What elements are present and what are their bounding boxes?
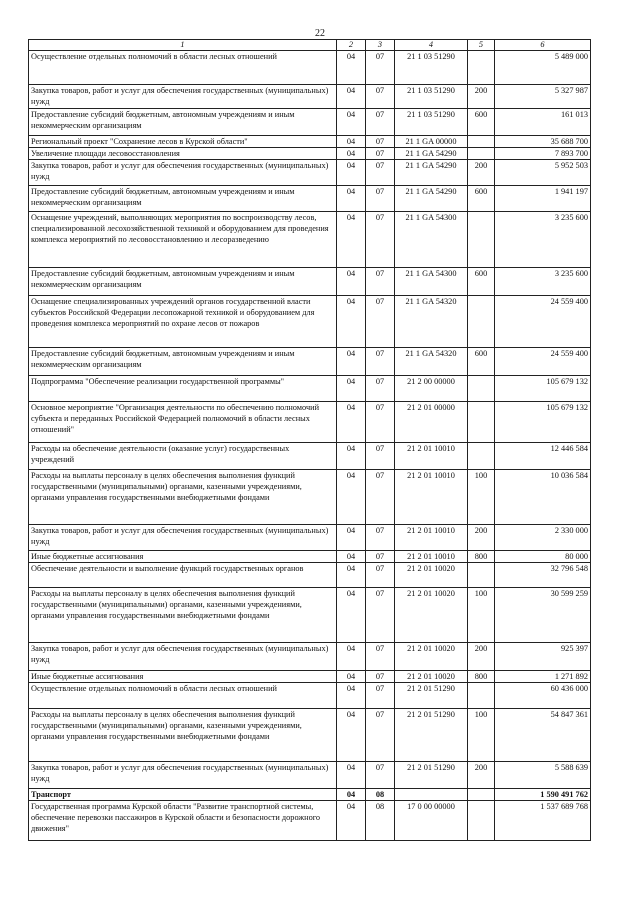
section-code-cell: 04	[337, 109, 366, 136]
target-article-cell: 21 2 01 00000	[395, 402, 468, 443]
table-row	[29, 268, 591, 296]
expense-type-cell	[468, 136, 495, 148]
row-name-cell: Государственная программа Курской области "Развитие транспортной системы, обеспечение перевозки пассажиров в Курской области и безопасности дорожного движения"	[29, 801, 337, 841]
subsection-code-cell: 07	[366, 348, 395, 376]
subsection-code-cell: 08	[366, 789, 395, 801]
budget-table	[28, 39, 591, 841]
table-row	[29, 470, 591, 525]
section-code-cell: 04	[337, 563, 366, 588]
row-name-cell: Иные бюджетные ассигнования	[29, 671, 337, 683]
row-name-cell: Расходы на выплаты персоналу в целях обеспечения выполнения функций государственными (муниципальными) органами, казенными учреждениями, органами управления государственными внебюджетными фондами	[29, 470, 337, 525]
amount-cell: 35 688 700	[495, 136, 591, 148]
target-article-cell: 21 1 GA 54320	[395, 296, 468, 348]
row-name-cell: Оснащение учреждений, выполняющих мероприятия по воспроизводству лесов, специализированной лесохозяйственной техникой и оборудованием для проведения комплекса мероприятий по лесовосстановлению и лесоразведению	[29, 212, 337, 268]
section-code-cell: 04	[337, 85, 366, 109]
table-row	[29, 551, 591, 563]
table-row	[29, 643, 591, 671]
amount-cell: 30 599 259	[495, 588, 591, 643]
table-row	[29, 402, 591, 443]
subsection-code-cell: 07	[366, 136, 395, 148]
subsection-code-cell: 07	[366, 443, 395, 470]
section-code-cell: 04	[337, 588, 366, 643]
section-code-cell: 04	[337, 296, 366, 348]
expense-type-cell	[468, 51, 495, 85]
row-name-cell: Закупка товаров, работ и услуг для обеспечения государственных (муниципальных) нужд	[29, 762, 337, 789]
expense-type-cell	[468, 563, 495, 588]
row-name-cell: Расходы на обеспечение деятельности (оказание услуг) государственных учреждений	[29, 443, 337, 470]
table-row	[29, 762, 591, 789]
section-code-cell: 04	[337, 212, 366, 268]
table-row	[29, 376, 591, 402]
target-article-cell: 21 2 01 10020	[395, 671, 468, 683]
row-name-cell: Предоставление субсидий бюджетным, автономным учреждениям и иным некоммерческим организациям	[29, 348, 337, 376]
amount-cell: 32 796 548	[495, 563, 591, 588]
amount-cell: 12 446 584	[495, 443, 591, 470]
table-row	[29, 160, 591, 186]
expense-type-cell	[468, 801, 495, 841]
row-name-cell: Расходы на выплаты персоналу в целях обеспечения выполнения функций государственными (муниципальными) органами, казенными учреждениями, органами управления государственными внебюджетными фондами	[29, 588, 337, 643]
row-name-cell: Закупка товаров, работ и услуг для обеспечения государственных (муниципальных) нужд	[29, 525, 337, 551]
row-name-cell: Региональный проект "Сохранение лесов в Курской области"	[29, 136, 337, 148]
column-header-1: 1	[29, 40, 337, 51]
subsection-code-cell: 07	[366, 402, 395, 443]
amount-cell: 161 013	[495, 109, 591, 136]
table-row	[29, 588, 591, 643]
column-header-3: 3	[366, 40, 395, 51]
row-name-cell: Транспорт	[29, 789, 337, 801]
target-article-cell: 21 2 01 10010	[395, 443, 468, 470]
subsection-code-cell: 07	[366, 643, 395, 671]
row-name-cell: Предоставление субсидий бюджетным, автономным учреждениям и иным некоммерческим организациям	[29, 109, 337, 136]
section-code-cell: 04	[337, 643, 366, 671]
subsection-code-cell: 07	[366, 563, 395, 588]
expense-type-cell	[468, 683, 495, 709]
amount-cell: 3 235 600	[495, 268, 591, 296]
table-row	[29, 348, 591, 376]
amount-cell: 925 397	[495, 643, 591, 671]
expense-type-cell: 800	[468, 551, 495, 563]
amount-cell: 5 588 639	[495, 762, 591, 789]
row-name-cell: Закупка товаров, работ и услуг для обеспечения государственных (муниципальных) нужд	[29, 85, 337, 109]
table-row	[29, 563, 591, 588]
expense-type-cell	[468, 376, 495, 402]
target-article-cell: 21 1 GA 54290	[395, 148, 468, 160]
expense-type-cell: 200	[468, 525, 495, 551]
expense-type-cell: 200	[468, 160, 495, 186]
expense-type-cell	[468, 789, 495, 801]
expense-type-cell: 100	[468, 709, 495, 762]
section-code-cell: 04	[337, 160, 366, 186]
expense-type-cell: 200	[468, 85, 495, 109]
target-article-cell: 21 2 01 51290	[395, 683, 468, 709]
expense-type-cell: 100	[468, 470, 495, 525]
subsection-code-cell: 07	[366, 709, 395, 762]
target-article-cell: 21 2 01 10020	[395, 588, 468, 643]
table-header-row	[29, 40, 591, 51]
table-row	[29, 148, 591, 160]
target-article-cell: 21 2 01 10010	[395, 525, 468, 551]
row-name-cell: Подпрограмма "Обеспечение реализации государственной программы"	[29, 376, 337, 402]
section-code-cell: 04	[337, 671, 366, 683]
subsection-code-cell: 07	[366, 376, 395, 402]
amount-cell: 24 559 400	[495, 296, 591, 348]
column-header-4: 4	[395, 40, 468, 51]
expense-type-cell	[468, 148, 495, 160]
column-header-2: 2	[337, 40, 366, 51]
amount-cell: 105 679 132	[495, 376, 591, 402]
section-code-cell: 04	[337, 376, 366, 402]
subsection-code-cell: 07	[366, 588, 395, 643]
row-name-cell: Осуществление отдельных полномочий в области лесных отношений	[29, 51, 337, 85]
page-number: 22	[315, 28, 325, 39]
amount-cell: 5 952 503	[495, 160, 591, 186]
expense-type-cell: 600	[468, 268, 495, 296]
table-row	[29, 443, 591, 470]
target-article-cell: 21 2 00 00000	[395, 376, 468, 402]
row-name-cell: Расходы на выплаты персоналу в целях обеспечения выполнения функций государственными (муниципальными) органами, казенными учреждениями, органами управления государственными внебюджетными фондами	[29, 709, 337, 762]
target-article-cell: 17 0 00 00000	[395, 801, 468, 841]
target-article-cell: 21 2 01 10010	[395, 470, 468, 525]
section-code-cell: 04	[337, 683, 366, 709]
subsection-code-cell: 07	[366, 160, 395, 186]
target-article-cell: 21 1 GA 54300	[395, 212, 468, 268]
target-article-cell: 21 2 01 51290	[395, 709, 468, 762]
amount-cell: 1 537 689 768	[495, 801, 591, 841]
subsection-code-cell: 07	[366, 148, 395, 160]
target-article-cell: 21 1 GA 54290	[395, 160, 468, 186]
row-name-cell: Предоставление субсидий бюджетным, автономным учреждениям и иным некоммерческим организациям	[29, 268, 337, 296]
amount-cell: 2 330 000	[495, 525, 591, 551]
subsection-code-cell: 07	[366, 85, 395, 109]
amount-cell: 5 489 000	[495, 51, 591, 85]
subsection-code-cell: 07	[366, 212, 395, 268]
section-code-cell: 04	[337, 51, 366, 85]
subsection-code-cell: 07	[366, 551, 395, 563]
subsection-code-cell: 08	[366, 801, 395, 841]
target-article-cell: 21 1 GA 54320	[395, 348, 468, 376]
table-row	[29, 801, 591, 841]
section-code-cell: 04	[337, 762, 366, 789]
amount-cell: 54 847 361	[495, 709, 591, 762]
table-row	[29, 709, 591, 762]
subsection-code-cell: 07	[366, 51, 395, 85]
column-header-5: 5	[468, 40, 495, 51]
amount-cell: 10 036 584	[495, 470, 591, 525]
row-name-cell: Иные бюджетные ассигнования	[29, 551, 337, 563]
amount-cell: 105 679 132	[495, 402, 591, 443]
target-article-cell: 21 2 01 10020	[395, 643, 468, 671]
row-name-cell: Осуществление отдельных полномочий в области лесных отношений	[29, 683, 337, 709]
table-row	[29, 136, 591, 148]
subsection-code-cell: 07	[366, 525, 395, 551]
table-row	[29, 51, 591, 85]
expense-type-cell: 600	[468, 109, 495, 136]
table-row	[29, 671, 591, 683]
amount-cell: 1 941 197	[495, 186, 591, 212]
target-article-cell: 21 1 03 51290	[395, 51, 468, 85]
expense-type-cell: 100	[468, 588, 495, 643]
section-code-cell: 04	[337, 443, 366, 470]
expense-type-cell: 200	[468, 762, 495, 789]
expense-type-cell: 200	[468, 643, 495, 671]
subsection-code-cell: 07	[366, 109, 395, 136]
row-name-cell: Обеспечение деятельности и выполнение функций государственных органов	[29, 563, 337, 588]
table-body	[29, 51, 591, 841]
row-name-cell: Закупка товаров, работ и услуг для обеспечения государственных (муниципальных) нужд	[29, 643, 337, 671]
section-code-cell: 04	[337, 470, 366, 525]
expense-type-cell	[468, 443, 495, 470]
subsection-code-cell: 07	[366, 296, 395, 348]
amount-cell: 5 327 987	[495, 85, 591, 109]
table-row	[29, 212, 591, 268]
amount-cell: 7 893 700	[495, 148, 591, 160]
expense-type-cell	[468, 402, 495, 443]
expense-type-cell	[468, 212, 495, 268]
section-code-cell: 04	[337, 348, 366, 376]
table-row	[29, 525, 591, 551]
amount-cell: 1 590 491 762	[495, 789, 591, 801]
table-row	[29, 296, 591, 348]
target-article-cell: 21 1 03 51290	[395, 109, 468, 136]
section-code-cell: 04	[337, 709, 366, 762]
row-name-cell: Закупка товаров, работ и услуг для обеспечения государственных (муниципальных) нужд	[29, 160, 337, 186]
section-code-cell: 04	[337, 789, 366, 801]
column-header-6: 6	[495, 40, 591, 51]
target-article-cell: 21 2 01 10020	[395, 563, 468, 588]
subsection-code-cell: 07	[366, 470, 395, 525]
amount-cell: 3 235 600	[495, 212, 591, 268]
row-name-cell: Предоставление субсидий бюджетным, автономным учреждениям и иным некоммерческим организациям	[29, 186, 337, 212]
section-code-cell: 04	[337, 148, 366, 160]
expense-type-cell: 600	[468, 348, 495, 376]
target-article-cell: 21 1 GA 54300	[395, 268, 468, 296]
target-article-cell	[395, 789, 468, 801]
table-row	[29, 85, 591, 109]
subsection-code-cell: 07	[366, 186, 395, 212]
table-row	[29, 683, 591, 709]
section-code-cell: 04	[337, 186, 366, 212]
section-code-cell: 04	[337, 551, 366, 563]
table-row	[29, 186, 591, 212]
target-article-cell: 21 2 01 10010	[395, 551, 468, 563]
amount-cell: 80 000	[495, 551, 591, 563]
subsection-code-cell: 07	[366, 683, 395, 709]
amount-cell: 24 559 400	[495, 348, 591, 376]
section-code-cell: 04	[337, 801, 366, 841]
expense-type-cell	[468, 296, 495, 348]
section-code-cell: 04	[337, 525, 366, 551]
row-name-cell: Оснащение специализированных учреждений органов государственной власти субъектов Российской Федерации лесопожарной техникой и оборудованием для проведения комплекса мероприятий по охране лесов от пожаров	[29, 296, 337, 348]
table-row	[29, 789, 591, 801]
subsection-code-cell: 07	[366, 268, 395, 296]
amount-cell: 60 436 000	[495, 683, 591, 709]
section-code-cell: 04	[337, 402, 366, 443]
row-name-cell: Основное мероприятие "Организация деятельности по обеспечению полномочий субъекта и переданных Российской Федерацией полномочий в области лесных отношений"	[29, 402, 337, 443]
expense-type-cell: 600	[468, 186, 495, 212]
section-code-cell: 04	[337, 268, 366, 296]
section-code-cell: 04	[337, 136, 366, 148]
target-article-cell: 21 2 01 51290	[395, 762, 468, 789]
target-article-cell: 21 1 03 51290	[395, 85, 468, 109]
subsection-code-cell: 07	[366, 762, 395, 789]
target-article-cell: 21 1 GA 54290	[395, 186, 468, 212]
expense-type-cell: 800	[468, 671, 495, 683]
subsection-code-cell: 07	[366, 671, 395, 683]
amount-cell: 1 271 892	[495, 671, 591, 683]
table-row	[29, 109, 591, 136]
target-article-cell: 21 1 GA 00000	[395, 136, 468, 148]
row-name-cell: Увеличение площади лесовосстановления	[29, 148, 337, 160]
